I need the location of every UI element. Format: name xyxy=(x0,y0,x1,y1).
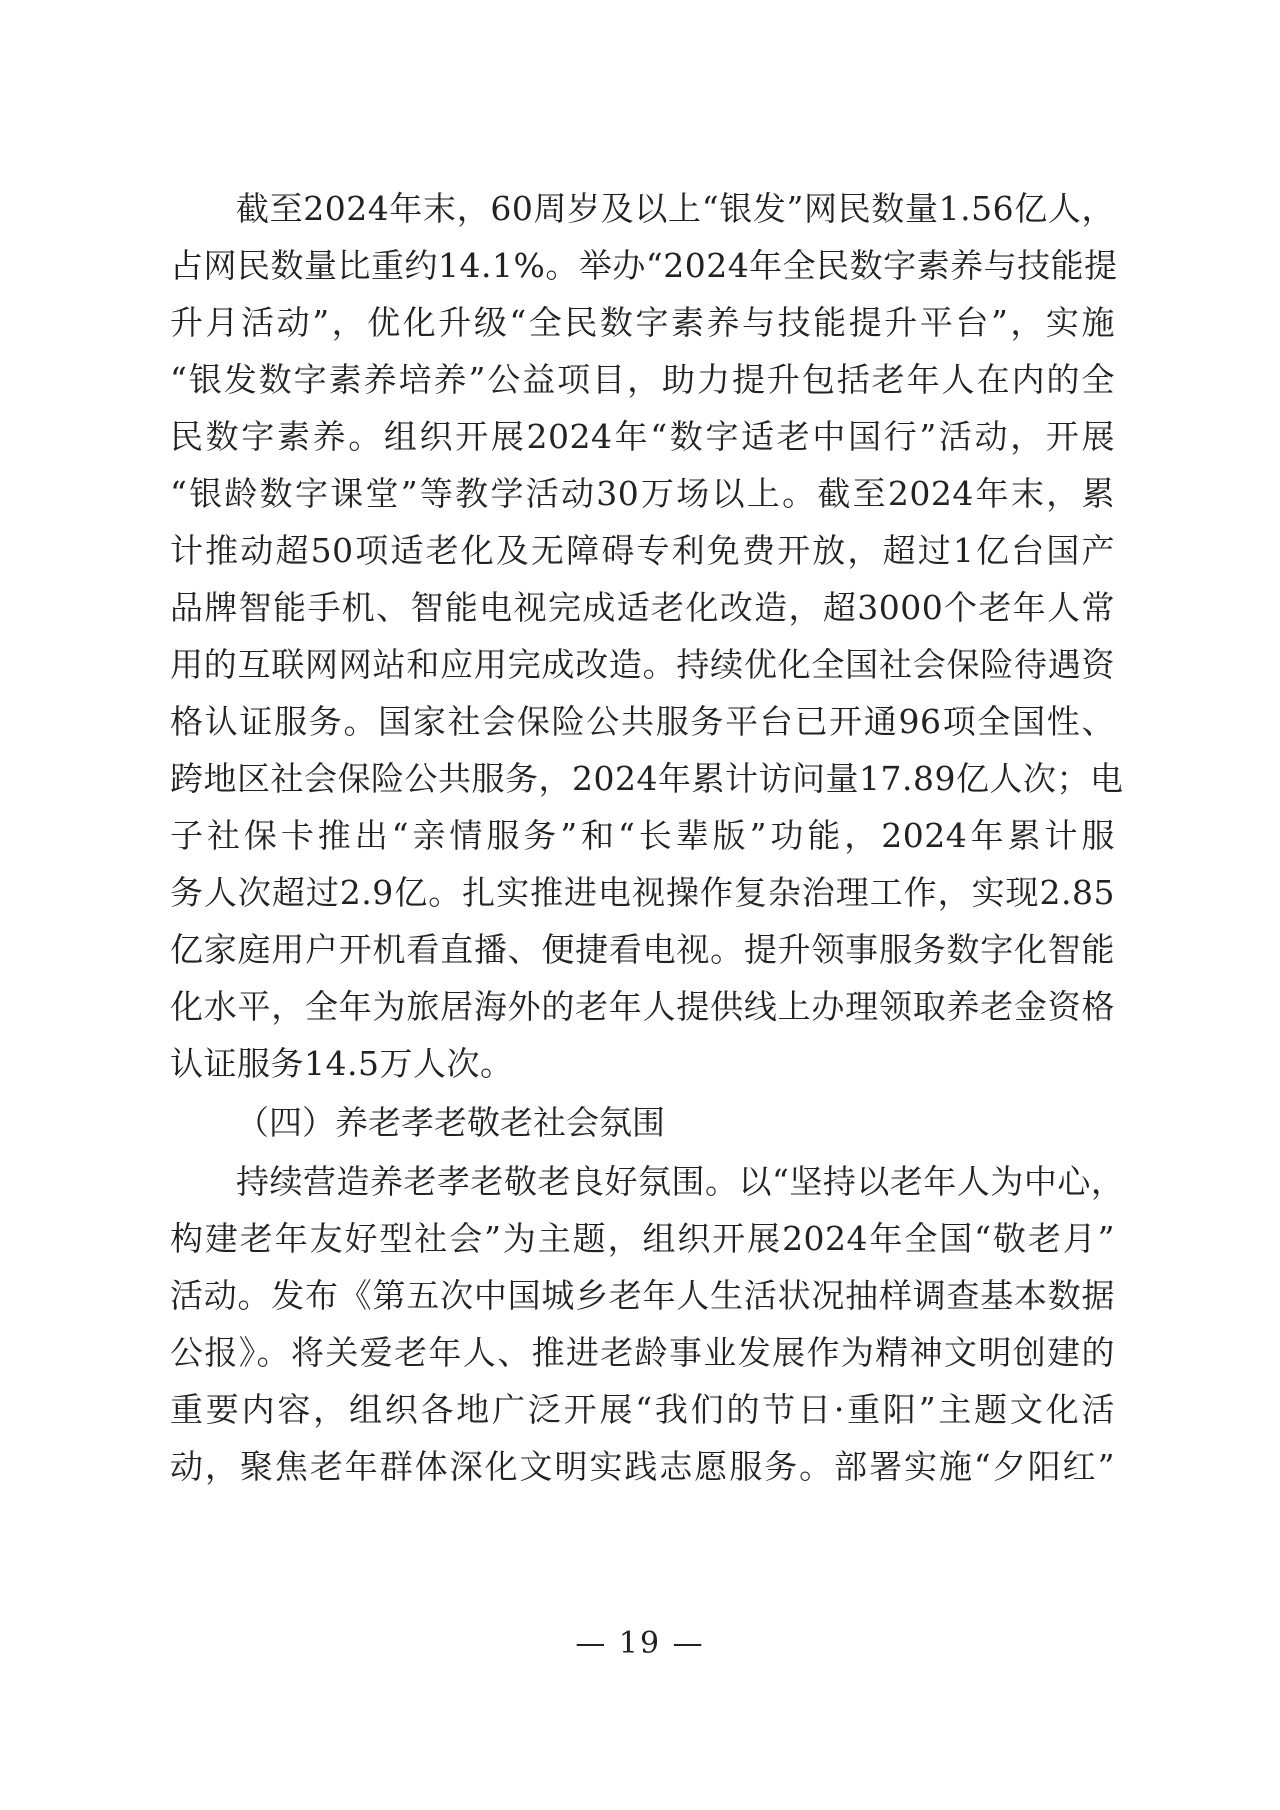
paragraph-1-line-7: 计推动超50项适老化及无障碍专利免费开放，超过1亿台国产 xyxy=(170,531,1115,570)
paragraph-1-line-11: 跨地区社会保险公共服务，2024年累计访问量17.89亿人次；电 xyxy=(170,759,1124,798)
paragraph-2-line-2: 构建老年友好型社会”为主题，组织开展2024年全国“敬老月” xyxy=(170,1219,1115,1258)
paragraph-1-line-12: 子社保卡推出“亲情服务”和“长辈版”功能，2024年累计服 xyxy=(170,816,1115,855)
paragraph-2-line-4: 公报》。将关爱老年人、推进老龄事业发展作为精神文明创建的 xyxy=(170,1333,1115,1372)
page-number: — 19 — xyxy=(575,1626,705,1661)
paragraph-1-line-5: 民数字素养。组织开展2024年“数字适老中国行”活动，开展 xyxy=(170,417,1115,456)
paragraph-2-line-1: 持续营造养老孝老敬老良好氛围。以“坚持以老年人为中心， xyxy=(236,1162,1125,1201)
paragraph-1-line-6: “银龄数字课堂”等教学活动30万场以上。截至2024年末，累 xyxy=(170,474,1115,513)
paragraph-2-line-5: 重要内容，组织各地广泛开展“我们的节日·重阳”主题文化活 xyxy=(170,1390,1115,1429)
paragraph-2-line-3: 活动。发布《第五次中国城乡老年人生活状况抽样调查基本数据 xyxy=(170,1276,1115,1315)
paragraph-2-line-6: 动，聚焦老年群体深化文明实践志愿服务。部署实施“夕阳红” xyxy=(170,1447,1115,1486)
paragraph-1-line-8: 品牌智能手机、智能电视完成适老化改造，超3000个老年人常 xyxy=(170,588,1115,627)
paragraph-1-line-14: 亿家庭用户开机看直播、便捷看电视。提升领事服务数字化智能 xyxy=(170,930,1115,969)
paragraph-1-line-13: 务人次超过2.9亿。扎实推进电视操作复杂治理工作，实现2.85 xyxy=(170,873,1115,912)
section-heading: （四）养老孝老敬老社会氛围 xyxy=(236,1103,665,1142)
paragraph-1-line-10: 格认证服务。国家社会保险公共服务平台已开通96项全国性、 xyxy=(170,702,1115,741)
paragraph-1-line-2: 占网民数量比重约14.1%。举办“2024年全民数字素养与技能提 xyxy=(170,246,1118,285)
paragraph-1-line-4: “银发数字素养培养”公益项目，助力提升包括老年人在内的全 xyxy=(170,360,1115,399)
paragraph-1-line-1: 截至2024年末，60周岁及以上“银发”网民数量1.56亿人， xyxy=(236,189,1115,228)
paragraph-1-line-9: 用的互联网网站和应用完成改造。持续优化全国社会保险待遇资 xyxy=(170,645,1115,684)
paragraph-1-line-3: 升月活动”，优化升级“全民数字素养与技能提升平台”，实施 xyxy=(170,303,1115,342)
paragraph-1-line-15: 化水平，全年为旅居海外的老年人提供线上办理领取养老金资格 xyxy=(170,987,1115,1026)
paragraph-1-line-16: 认证服务14.5万人次。 xyxy=(170,1044,514,1083)
